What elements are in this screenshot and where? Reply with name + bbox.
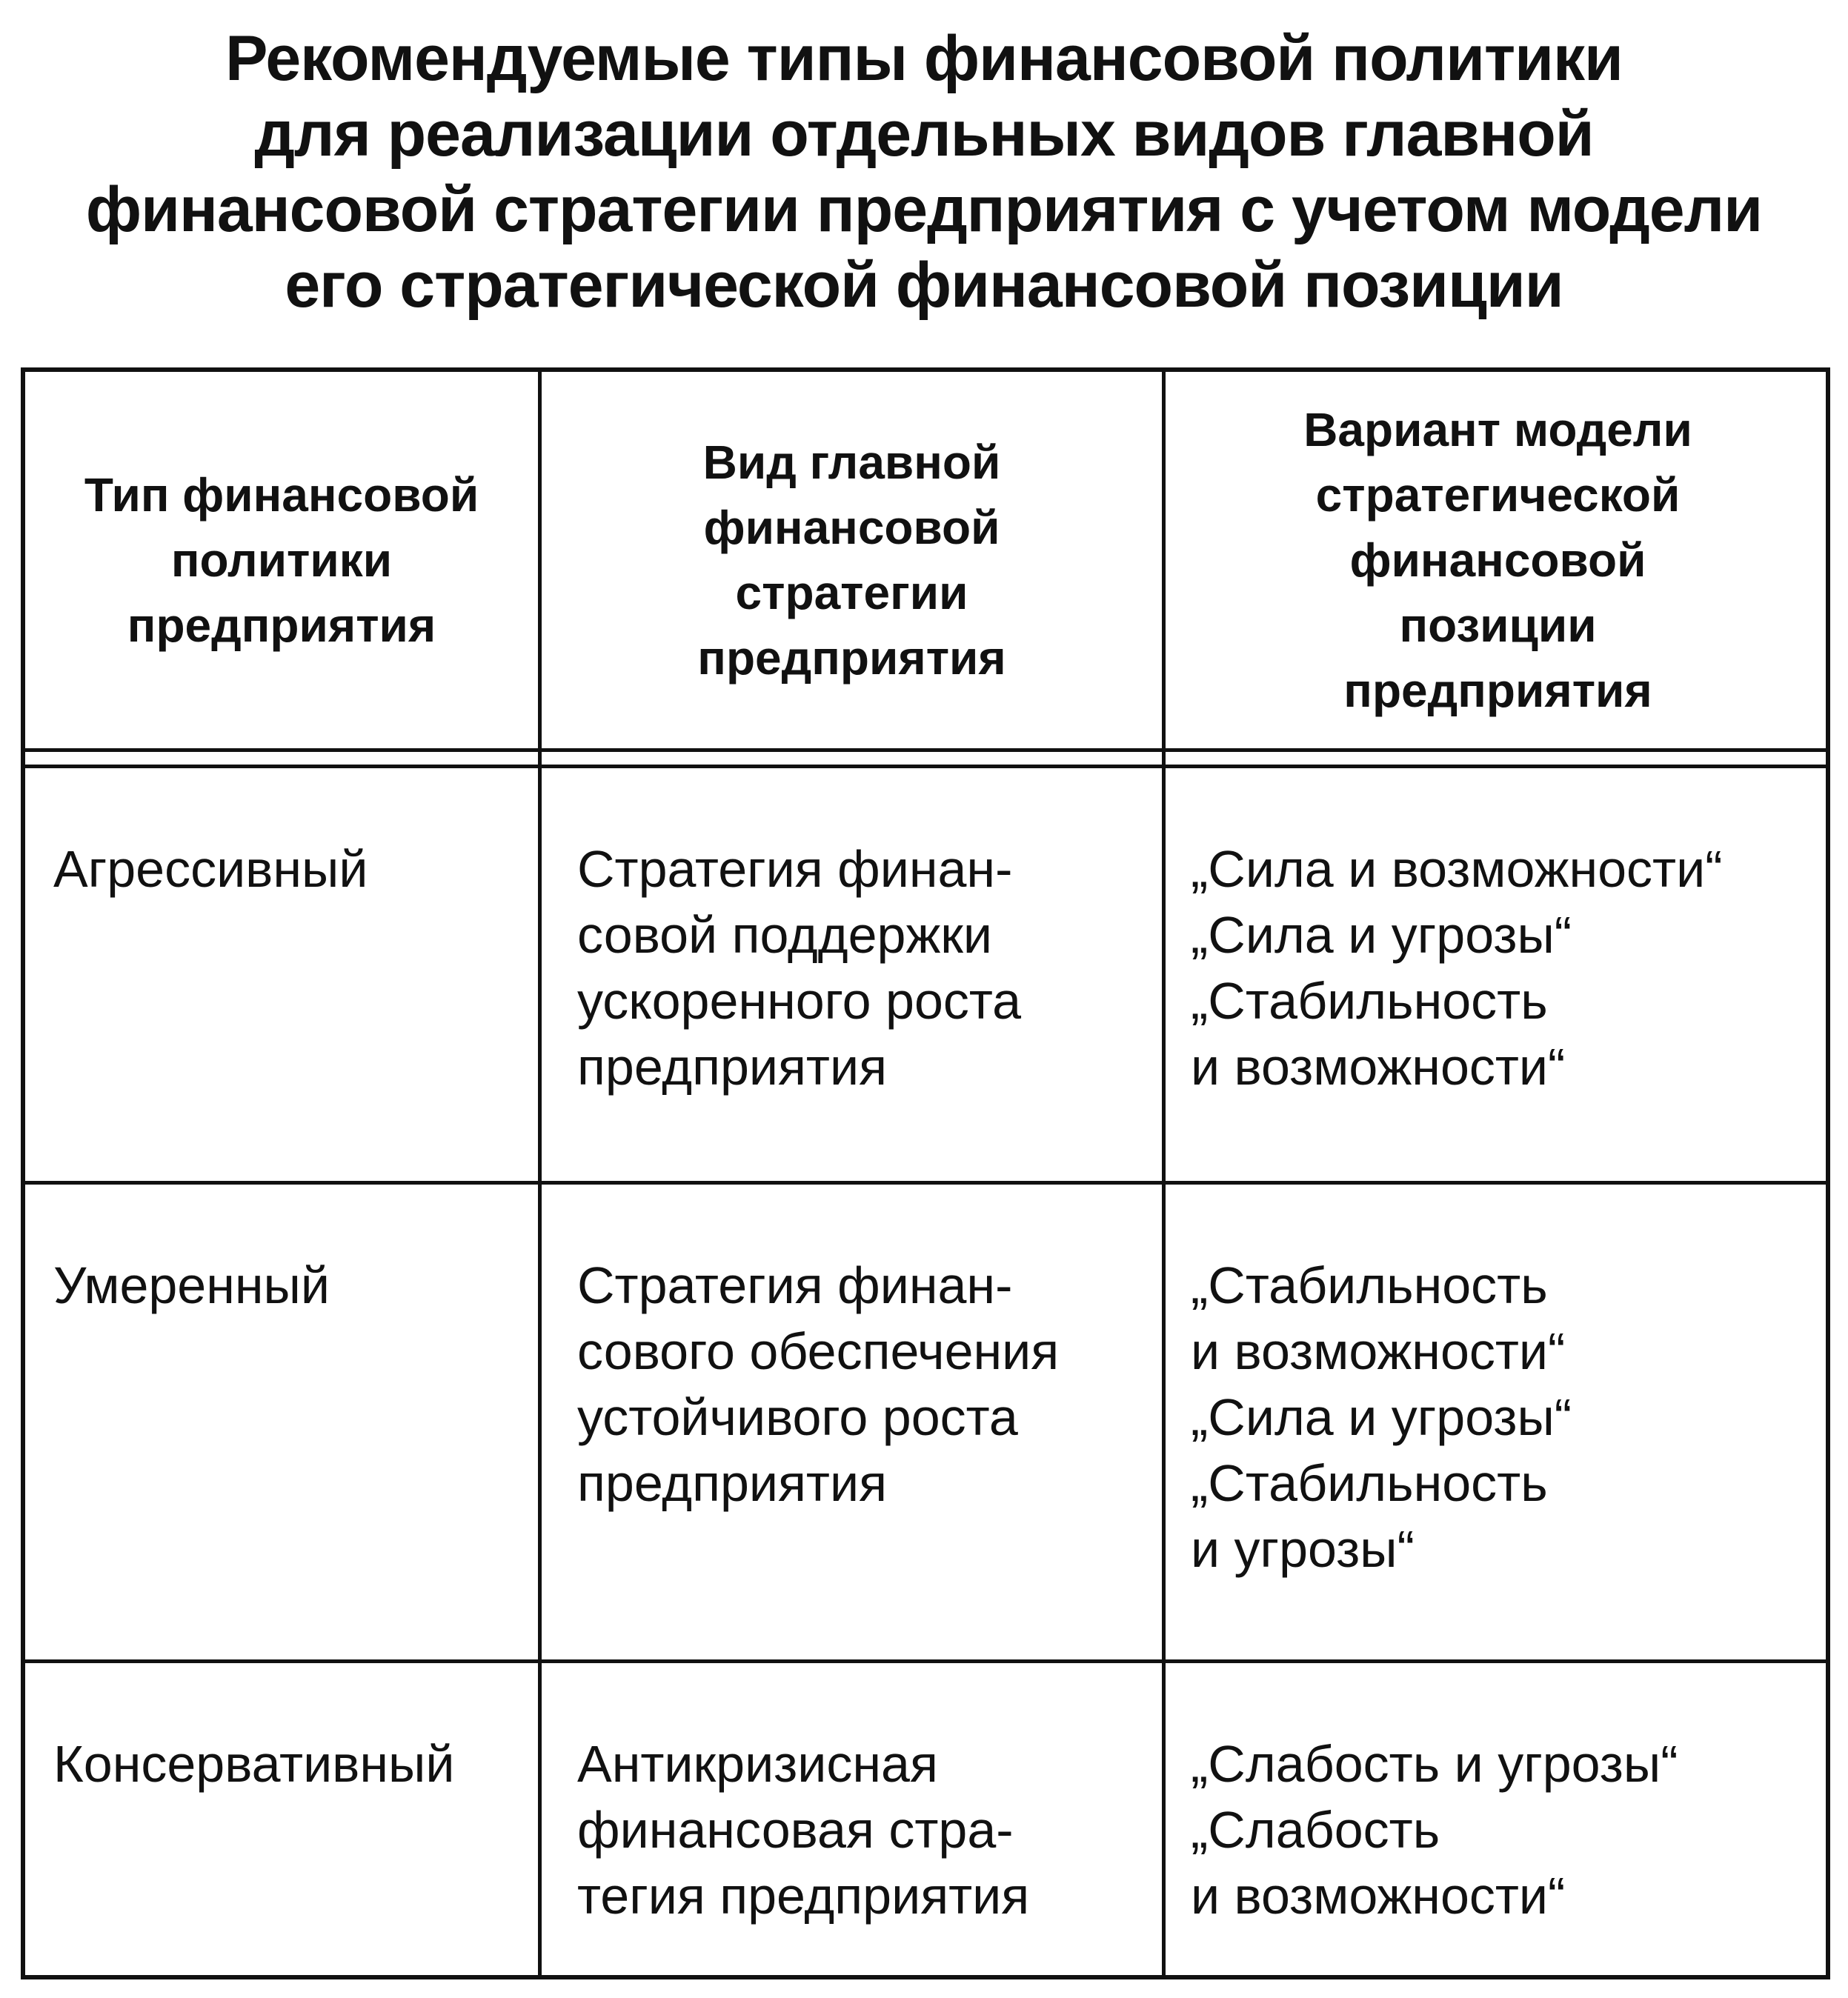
table-cell-model	[1166, 1663, 1830, 1979]
header-text: позиции	[1399, 599, 1597, 652]
cell-text: и возможности“	[1191, 1038, 1566, 1096]
cell-text: „Стабильность	[1191, 972, 1548, 1030]
cell-text: „Сила и угрозы“	[1191, 906, 1572, 964]
header-text: стратегической	[1315, 468, 1681, 522]
cell-text: Консервативный	[53, 1735, 455, 1793]
header-text: Вариант модели	[1303, 403, 1692, 456]
header-text: предприятия	[127, 599, 436, 652]
header-text: финансовой	[1349, 533, 1646, 587]
header-cell-strategy	[542, 372, 1162, 748]
cell-text: „Стабильность	[1191, 1454, 1548, 1512]
header-text: стратегии	[735, 566, 968, 619]
header-text: финансовой	[703, 501, 1000, 554]
cell-text: и возможности“	[1191, 1867, 1566, 1925]
cell-text: „Слабость и угрозы“	[1191, 1735, 1678, 1793]
cell-text: предприятия	[577, 1038, 887, 1096]
cell-text: ускоренного роста	[577, 972, 1022, 1030]
cell-text: совой поддержки	[577, 906, 992, 964]
table-cell-type	[25, 1663, 538, 1979]
title-line: Рекомендуемые типы финансовой политики	[225, 23, 1623, 94]
table-cell-strategy	[542, 1185, 1162, 1659]
title-line: для реализации отдельных видов главной	[254, 99, 1594, 170]
title-line: его стратегической финансовой позиции	[285, 250, 1563, 321]
title-line: финансовой стратегии предприятия с учетом модели	[85, 174, 1763, 245]
header-text: Вид главной	[702, 436, 1001, 489]
page-title	[0, 21, 1848, 323]
policy-table	[21, 367, 1830, 1979]
cell-text: Стратегия финан-	[577, 1256, 1013, 1314]
cell-text: „Сила и возможности“	[1191, 840, 1723, 898]
header-text: политики	[170, 533, 393, 587]
cell-text: Агрессивный	[53, 840, 368, 898]
table-cell-type	[25, 1185, 538, 1659]
table-cell-model	[1166, 1185, 1830, 1659]
cell-text: Антикризисная	[577, 1735, 938, 1793]
cell-text: тегия предприятия	[577, 1867, 1030, 1925]
table-cell-model	[1166, 768, 1830, 1181]
cell-text: и угрозы“	[1191, 1520, 1415, 1578]
header-cell-policy-type	[25, 372, 538, 748]
cell-text: Стратегия финан-	[577, 840, 1013, 898]
header-text: Тип финансовой	[84, 468, 479, 522]
cell-text: „Сила и угрозы“	[1191, 1388, 1572, 1446]
header-text: предприятия	[1343, 664, 1652, 717]
cell-text: финансовая стра-	[577, 1801, 1014, 1859]
table-cell-type	[25, 768, 538, 1181]
cell-text: и возможности“	[1191, 1322, 1566, 1380]
table-cell-strategy	[542, 768, 1162, 1181]
header-cell-model	[1166, 372, 1830, 748]
cell-text: устойчивого роста	[577, 1388, 1018, 1446]
header-text: предприятия	[697, 631, 1006, 685]
table-cell-strategy	[542, 1663, 1162, 1979]
cell-text: предприятия	[577, 1454, 887, 1512]
cell-text: „Слабость	[1191, 1801, 1440, 1859]
header-divider	[25, 748, 1826, 752]
cell-text: Умеренный	[53, 1256, 330, 1314]
cell-text: сового обеспечения	[577, 1322, 1060, 1380]
cell-text: „Стабильность	[1191, 1256, 1548, 1314]
